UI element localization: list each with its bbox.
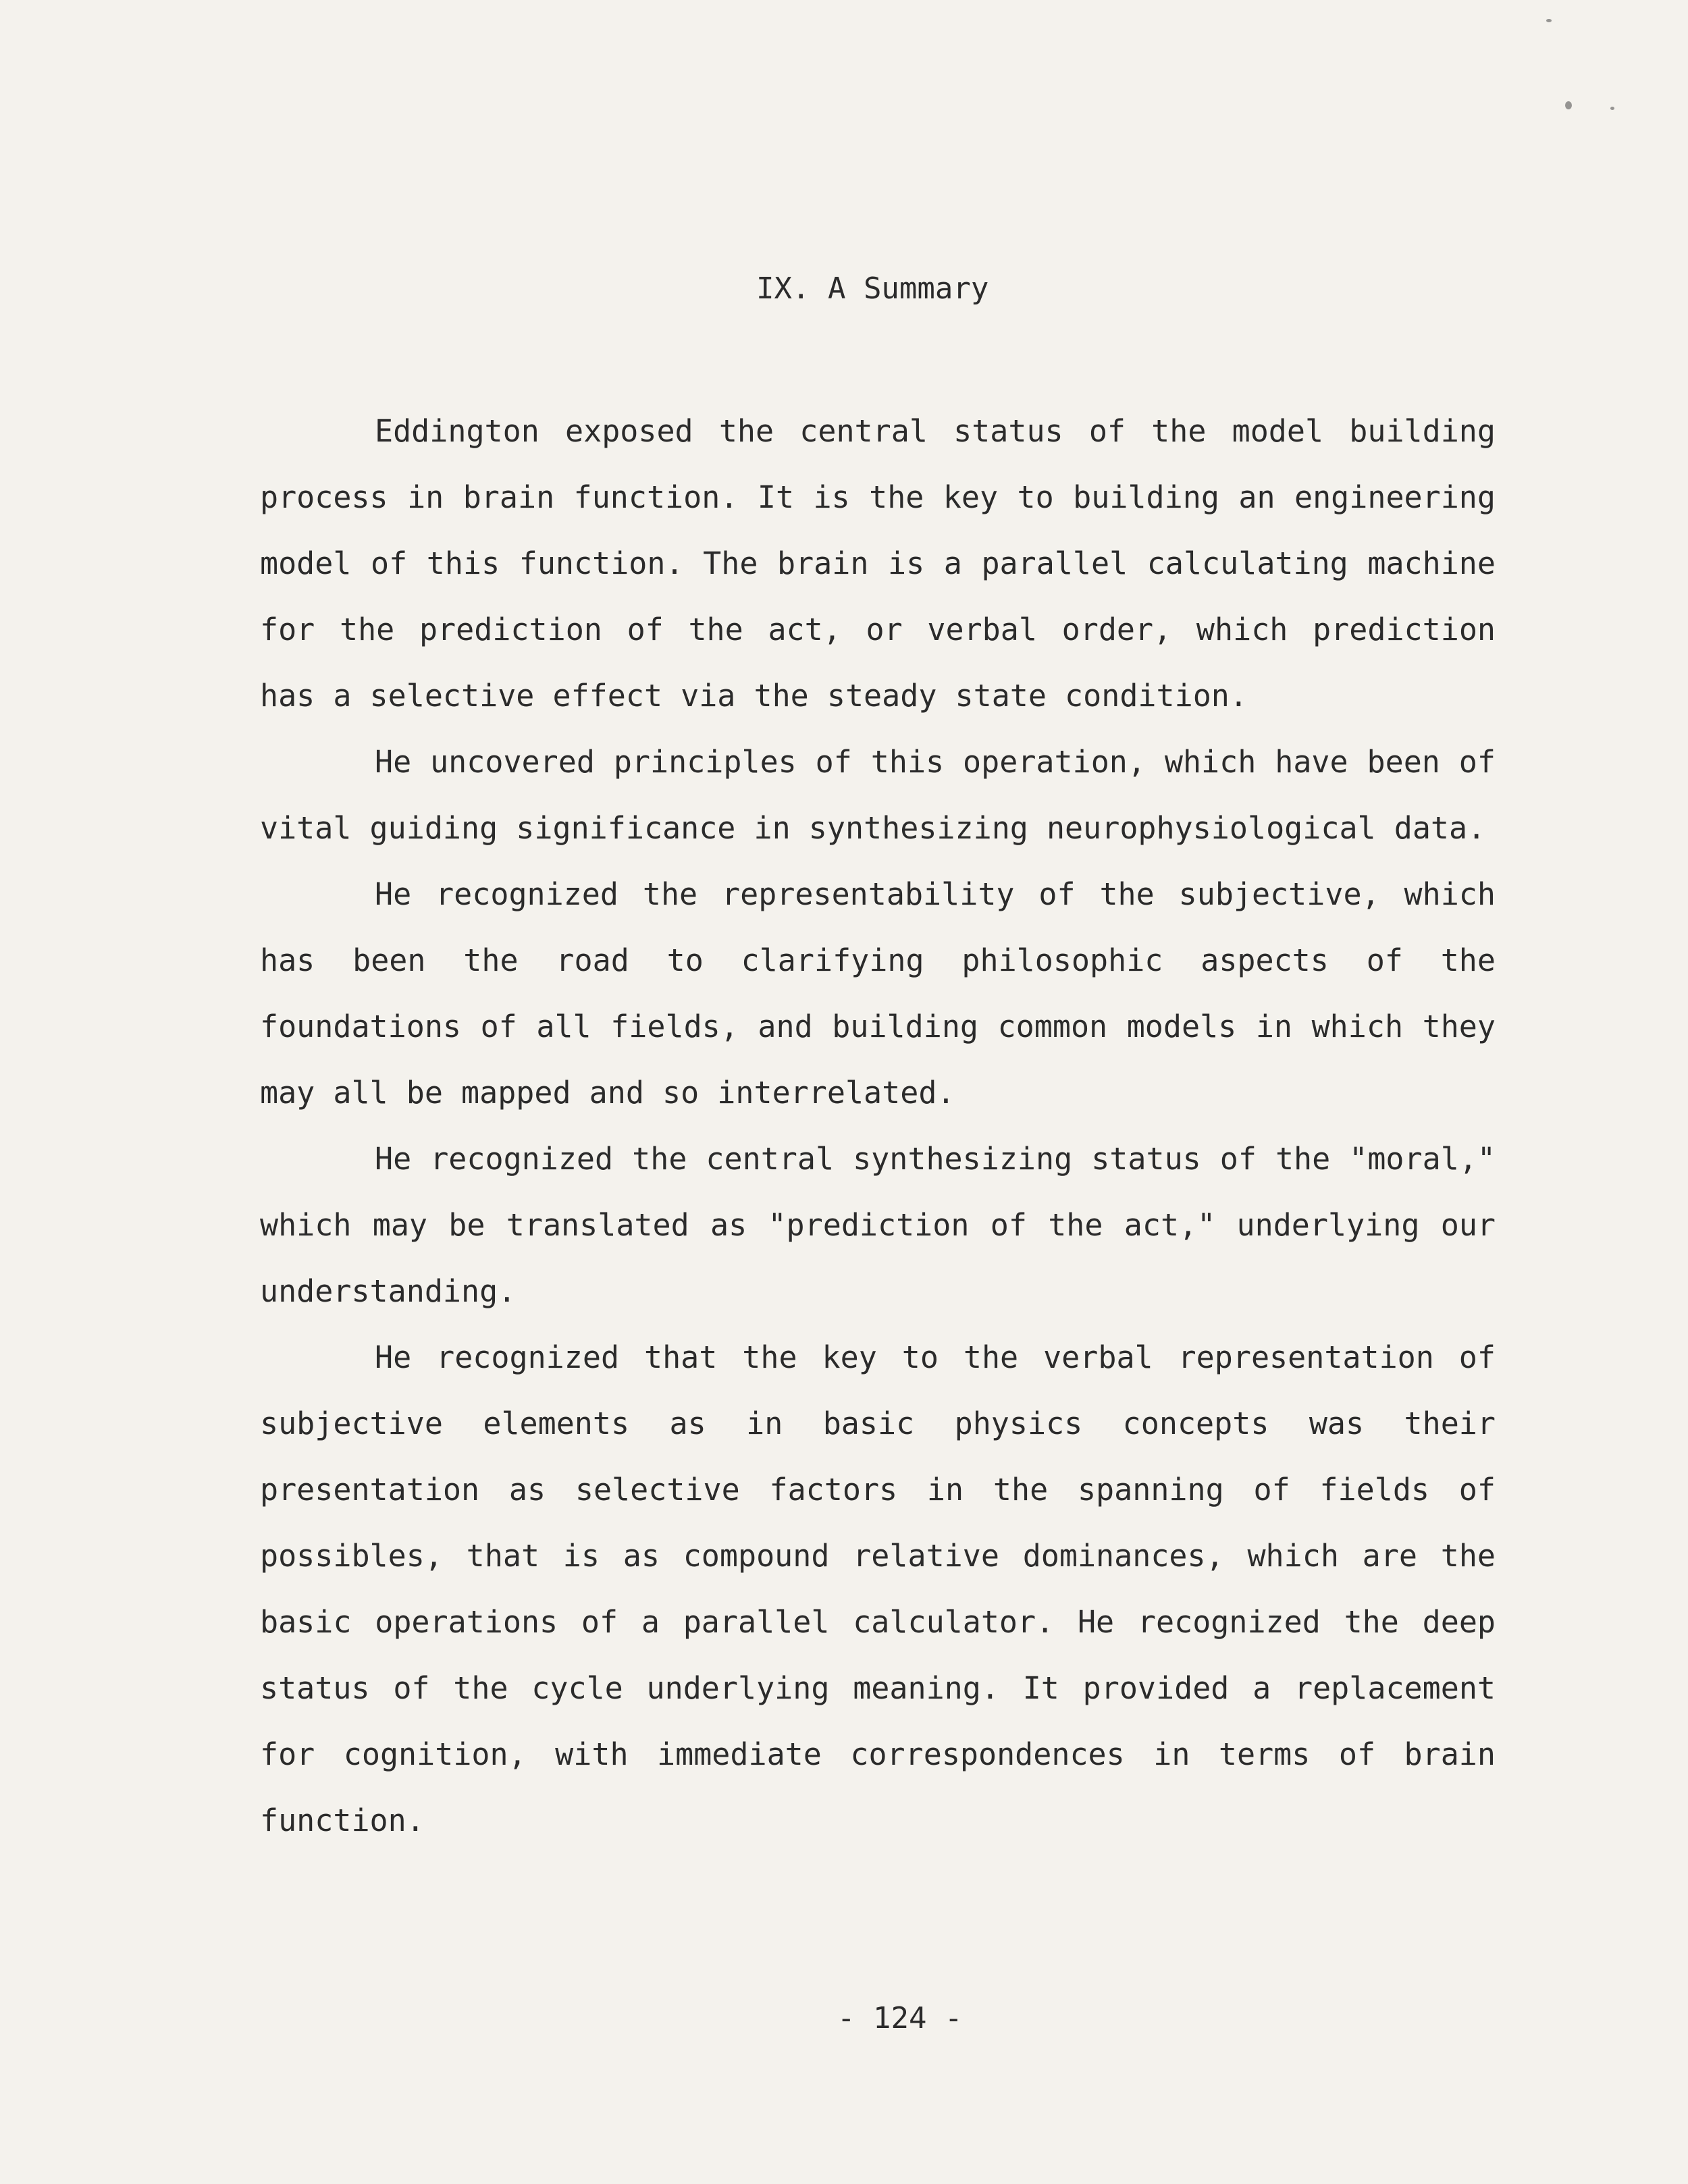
section-heading: IX. A Summary [756,271,989,306]
page-number: - 124 - [837,2001,963,2035]
paragraph-5: He recognized that the key to the verbal representation of subjective elements as in basic physics concepts was their presentation as selective factors in the spanning of fields of possibles, that is as compound relative dominances, which are the basic operations of a parallel calculator. He recognized the deep status of the cycle underlying meaning. It provided a replacement for cognition, with immediate correspondences in terms of brain function. [260,1339,1496,1838]
paragraph-4: He recognized the central synthesizing status of the "moral," which may be translated as "prediction of the act," underlying our understanding. [260,1141,1496,1309]
paper-speck [1565,101,1572,109]
paper-speck [1546,19,1552,22]
body-text [260,398,1496,1854]
paragraph-1: Eddington exposed the central status of the model building process in brain function. It is the key to building an engineering model of this function. The brain is a parallel calculating machine for the prediction of the act, or verbal order, which prediction has a selective effect via the steady state condition. [260,413,1496,714]
paragraph-3: He recognized the representability of the subjective, which has been the road to clarifying philosophic aspects of the foundations of all fields, and building common models in which they may all be mapped and so interrelated. [260,876,1496,1111]
paper-speck [1610,107,1614,110]
paragraph-2: He uncovered principles of this operation, which have been of vital guiding significance in synthesizing neurophysiological data. [260,744,1496,846]
